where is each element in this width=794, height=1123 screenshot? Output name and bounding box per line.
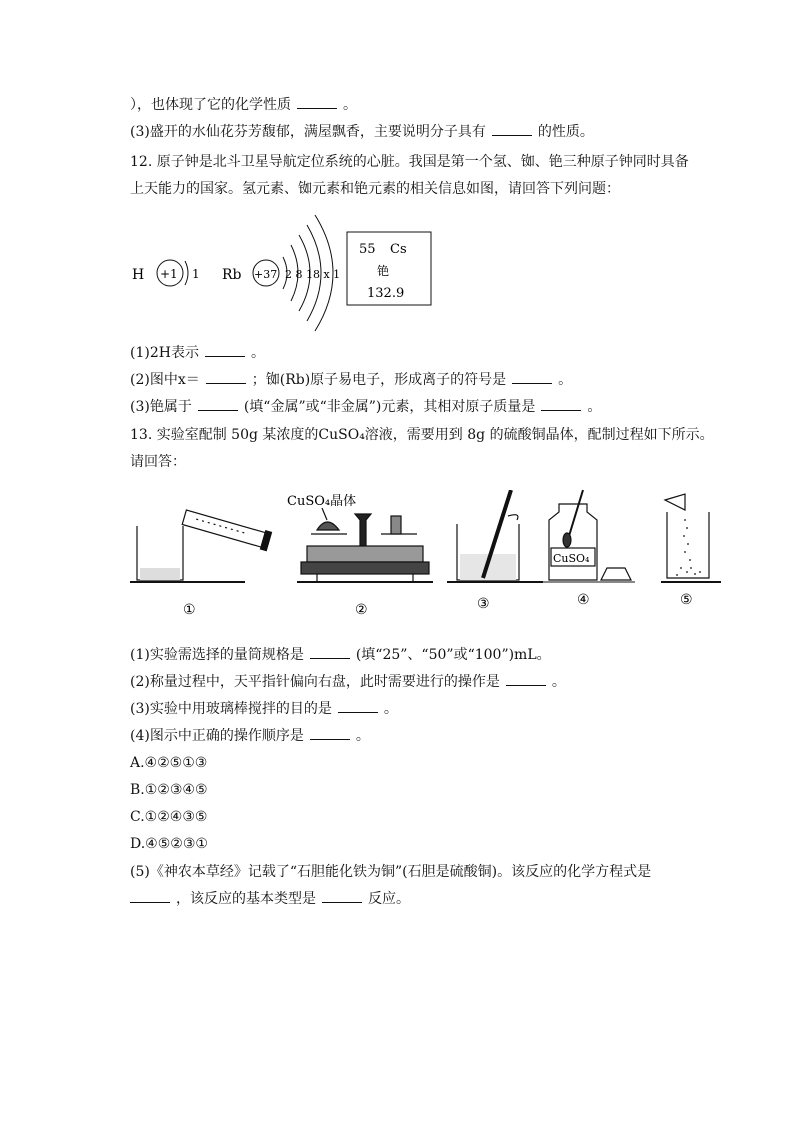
- step4-label: ④: [577, 592, 590, 608]
- answer-blank[interactable]: [512, 371, 552, 384]
- step3-label: ③: [477, 596, 490, 612]
- q12-part-2: (2)图中x＝ ；铷(Rb)原子易电子，形成离子的符号是 。: [130, 372, 573, 388]
- answer-blank[interactable]: [506, 673, 546, 686]
- q13-part-3: (3)实验中用玻璃棒搅拌的目的是 。: [130, 701, 398, 717]
- cs-atomic-mass: 132.9: [367, 286, 405, 301]
- rb-symbol: Rb: [222, 267, 242, 283]
- q11-line-1: ），也体现了它的化学性质 。: [130, 97, 357, 113]
- answer-blank[interactable]: [206, 371, 246, 384]
- q11-line-2: (3)盛开的水仙花芬芳馥郁，满屋飘香，主要说明分子具有 的性质。: [130, 124, 594, 140]
- h-shell-arc: [185, 261, 188, 285]
- q11-text-2: (3)盛开的水仙花芬芳馥郁，满屋飘香，主要说明分子具有: [130, 124, 486, 140]
- atom-structure-figure: [125, 205, 445, 345]
- h-shell-electrons: 1: [192, 267, 200, 281]
- cs-symbol: Cs: [390, 242, 407, 257]
- q13-stem-1: 13. 实验室配制 50g 某浓度的CuSO₄溶液，需要用到 8g 的硫酸铜晶体，配制过程如下所示。: [130, 427, 714, 443]
- answer-blank[interactable]: [310, 727, 350, 740]
- answer-blank[interactable]: [130, 890, 170, 903]
- cs-name: 铯: [377, 264, 390, 278]
- option-c[interactable]: C.①②④③⑤: [130, 809, 208, 825]
- step3-stir-figure: [447, 490, 543, 582]
- q13-part-5-cont: ，该反应的基本类型是 反应。: [130, 889, 410, 909]
- step1-pour-figure: [130, 508, 272, 582]
- answer-blank[interactable]: [322, 890, 362, 903]
- q12-part-1: (1)2H表示 。: [130, 345, 265, 361]
- answer-blank[interactable]: [297, 96, 337, 109]
- q13-part-5: (5)《神农本草经》记载了“石胆能化铁为铜”(石胆是硫酸铜)。该反应的化学方程式是: [130, 864, 652, 880]
- q12-stem-2: 上天能力的国家。氢元素、铷元素和铯元素的相关信息如图，请回答下列问题：: [130, 181, 620, 197]
- q12-stem-1: 12. 原子钟是北斗卫星导航定位系统的心脏。我国是第一个氢、铷、铯三种原子钟同时具备: [130, 154, 689, 170]
- h-nucleus-charge: +1: [160, 267, 178, 281]
- option-b[interactable]: B.①②③④⑤: [130, 782, 208, 798]
- step2-balance-figure: [297, 508, 433, 582]
- rb-shell-electrons: 2 8 18 x 1: [285, 268, 341, 281]
- q13-stem-2: 请回答：: [130, 454, 186, 470]
- cs-atomic-number: 55: [359, 242, 376, 257]
- q13-part-2: (2)称量过程中，天平指针偏向右盘，此时需要进行的操作是 。: [130, 674, 566, 690]
- option-a[interactable]: A.④②⑤①③: [130, 755, 208, 771]
- option-d[interactable]: D.④⑤②③①: [130, 836, 208, 852]
- answer-blank[interactable]: [492, 123, 532, 136]
- step4-bottle-figure: [543, 490, 635, 582]
- step5-pour-figure: [661, 494, 721, 582]
- crystal-label: CuSO₄晶体: [287, 494, 357, 509]
- lab-procedure-figure: [125, 490, 725, 620]
- answer-blank[interactable]: [198, 398, 238, 411]
- answer-blank[interactable]: [205, 344, 245, 357]
- q11-text-1: ），也体现了它的化学性质: [130, 97, 291, 113]
- h-symbol: H: [132, 267, 145, 283]
- q13-part-1: (1)实验需选择的量筒规格是 (填“25”、“50”或“100”)mL。: [130, 647, 551, 663]
- answer-blank[interactable]: [541, 398, 581, 411]
- step2-label: ②: [355, 602, 368, 618]
- rb-nucleus-charge: +37: [254, 268, 278, 281]
- step5-label: ⑤: [680, 592, 693, 608]
- q12-part-3: (3)铯属于 (填“金属”或“非金属”)元素，其相对原子质量是 。: [130, 399, 602, 415]
- bottle-label: CuSO₄: [553, 552, 590, 565]
- q13-part-4: (4)图示中正确的操作顺序是 。: [130, 728, 370, 744]
- answer-blank[interactable]: [338, 700, 378, 713]
- step1-label: ①: [183, 602, 196, 618]
- answer-blank[interactable]: [310, 646, 350, 659]
